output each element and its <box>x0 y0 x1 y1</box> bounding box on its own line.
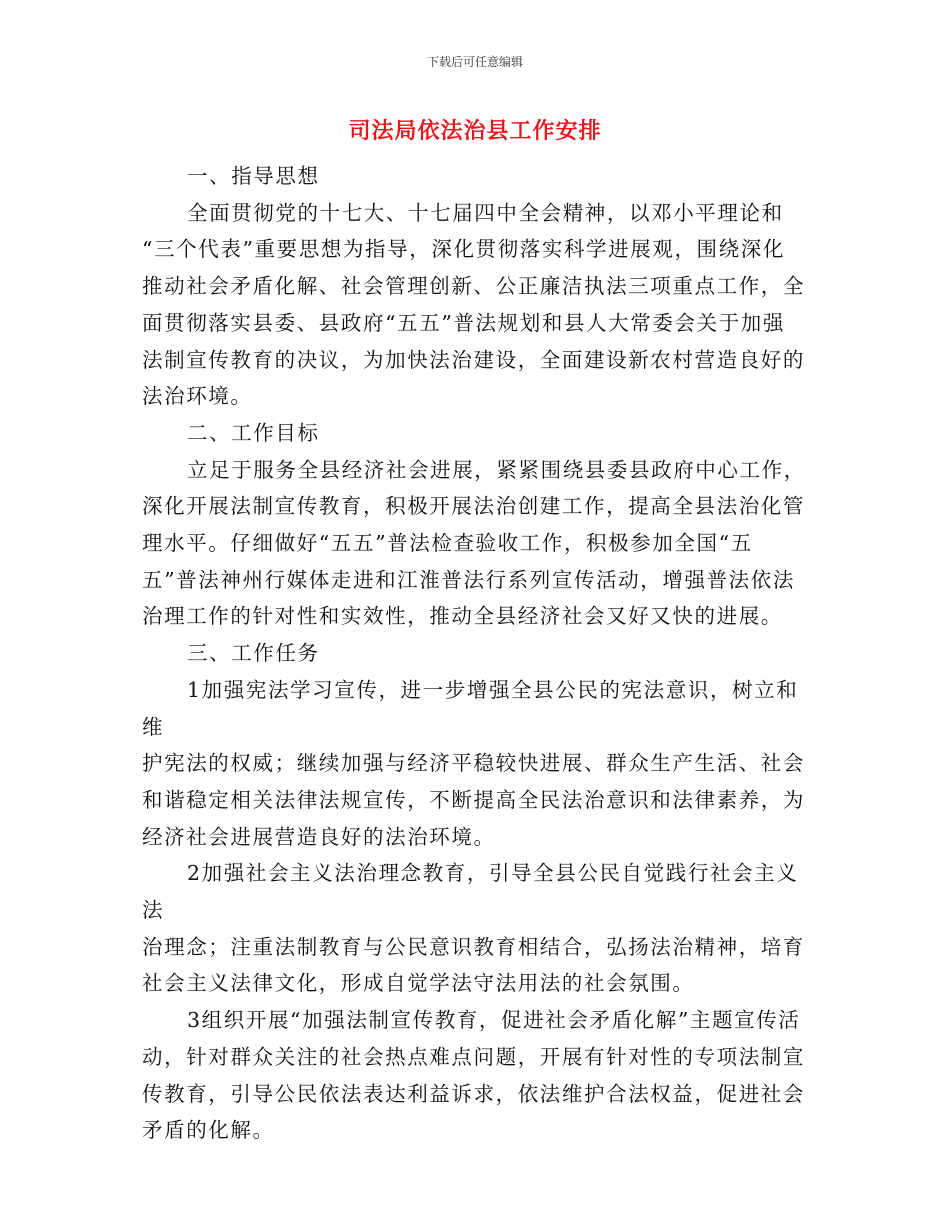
paragraph-task-2: 2加强社会主义法治理念教育，引导全县公民自觉践行社会主义法 治理念；注重法制教育与公民意识教育相结合，弘扬法治精神，培育 社会主义法律文化，形成自觉学法守法用法的社会氛围。 <box>142 861 805 996</box>
paragraph-task-3: 3组织开展“加强法制宣传教育，促进社会矛盾化解”主题宣传活 动，针对群众关注的社会热点难点问题，开展有针对性的专项法制宣 传教育，引导公民依法表达利益诉求，依法维护合法权益，促进社会 矛盾的化解。 <box>142 1008 805 1143</box>
heading-work-goals: 二、工作目标 <box>187 420 320 445</box>
document-body <box>142 158 814 1149</box>
paragraph-work-goals: 立足于服务全县经济社会进展，紧紧围绕县委县政府中心工作， 深化开展法制宣传教育，积极开展法治创建工作，提高全县法治化管 理水平。仔细做好“五五”普法检查验收工作，积极参加全国“五 五”普法神州行媒体走进和江淮普法行系列宣传活动，增强普法依法 治理工作的针对性和实效性，推动全县经济社会又好又快的进展。 <box>142 457 806 629</box>
header-note: 下载后可任意编辑 <box>426 55 523 69</box>
document-title: 司法局依法治县工作安排 <box>348 119 602 144</box>
heading-guiding-ideology: 一、指导思想 <box>187 164 320 188</box>
heading-work-tasks: 三、工作任务 <box>187 641 320 666</box>
paragraph-task-1: 1加强宪法学习宣传，进一步增强全县公民的宪法意识，树立和维 护宪法的权威；继续加强与经济平稳较快进展、群众生产生活、社会 和谐稳定相关法律法规宣传，不断提高全民法治意识和法律素养，为 经济社会进展营造良好的法治环境。 <box>142 677 805 849</box>
paragraph-guiding-ideology: 全面贯彻党的十七大、十七届四中全会精神，以邓小平理论和 “三个代表”重要思想为指导，深化贯彻落实科学进展观，围绕深化 推动社会矛盾化解、社会管理创新、公正廉洁执法三项重点工作，全 面贯彻落实县委、县政府“五五”普法规划和县人大常委会关于加强 法制宣传教育的决议，为加快法治建设，全面建设新农村营造良好的 法治环境。 <box>142 200 805 409</box>
